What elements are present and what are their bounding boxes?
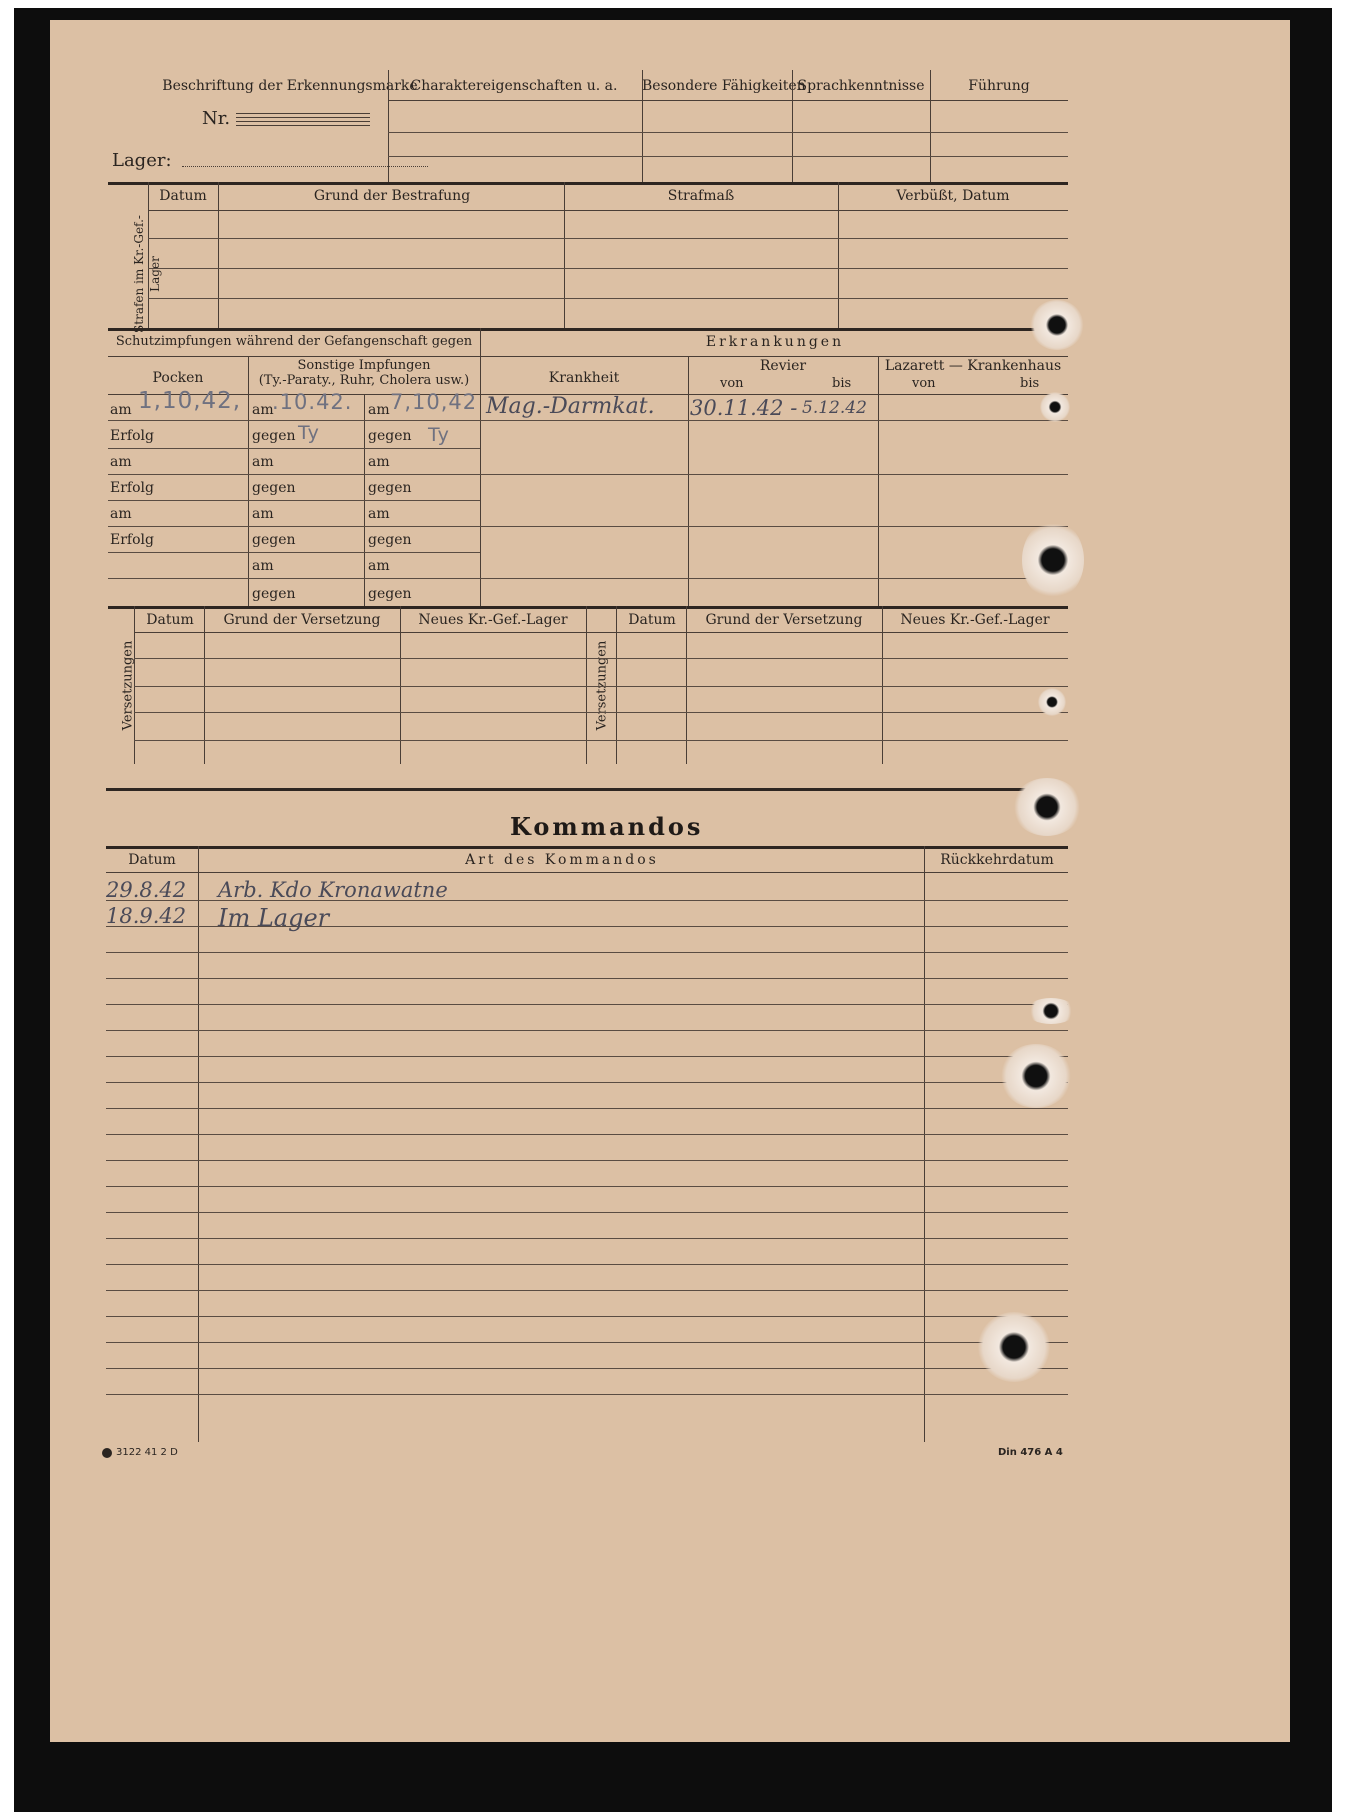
ruled-line [106, 978, 1068, 979]
header-vaccinations: Schutzimpfungen während der Gefangenschaft gegen [115, 334, 473, 349]
print-code: 3122 41 2 D [116, 1447, 178, 1458]
row-label-am: am [110, 402, 132, 418]
printer-seal-icon [102, 1448, 112, 1458]
header-punishment-measure: Strafmaß [667, 188, 735, 204]
row-label-erfolg: Erfolg [110, 480, 154, 496]
ruled-line [106, 1108, 1068, 1109]
header-punishment-served: Verbüßt, Datum [896, 188, 1010, 204]
row-label-am: am [252, 454, 274, 470]
smallpox-date-stamp: 1,10,42, [138, 388, 242, 414]
ruled-line [106, 1160, 1068, 1161]
header-punishment-date: Datum [159, 188, 207, 204]
tag-number-label: Nr. [202, 108, 231, 129]
ruled-line [106, 1264, 1068, 1265]
transfers-side-label-left: Versetzungen [120, 640, 136, 731]
row-label-am: am [252, 402, 274, 418]
header-special-skills: Besondere Fähigkeiten [642, 78, 806, 94]
header-smallpox: Pocken [152, 370, 204, 386]
ruled-line [106, 1238, 1068, 1239]
row-label-am: am [252, 506, 274, 522]
header-kommando-type: Art des Kommandos [465, 852, 659, 868]
punch-hole-icon [1022, 520, 1084, 600]
row-label-gegen: gegen [252, 532, 296, 548]
kommando-date-entry: 18.9.42 [106, 904, 187, 928]
header-character-traits: Charaktereigenschaften u. a. [410, 78, 618, 94]
header-other-vaccinations: Sonstige Impfungen (Ty.-Paraty., Ruhr, Cholera usw.) [258, 358, 470, 388]
header-transfer-new-camp: Neues Kr.-Gef.-Lager [418, 612, 568, 628]
infirmary-to-label: bis [832, 376, 852, 391]
other-vaccination-type-2: Ty [428, 424, 450, 446]
kommandos-title: Kommandos [510, 812, 704, 841]
header-transfer-date: Datum [146, 612, 194, 628]
header-illness: Krankheit [548, 370, 620, 386]
row-label-gegen: gegen [368, 480, 412, 496]
ruled-line [106, 1082, 1068, 1083]
ruled-line [106, 1030, 1068, 1031]
header-punishment-reason: Grund der Bestrafung [313, 188, 471, 204]
row-label-gegen: gegen [368, 586, 412, 602]
punch-hole-icon [1026, 998, 1076, 1024]
din-format: Din 476 A 4 [998, 1447, 1063, 1458]
kommando-date-entry: 29.8.42 [106, 878, 187, 902]
row-label-gegen: gegen [252, 428, 296, 444]
camp-label: Lager: [112, 150, 172, 171]
row-label-erfolg: Erfolg [110, 428, 154, 444]
ruled-line [106, 1212, 1068, 1213]
other-vaccination-type-1: Ty [298, 422, 320, 444]
header-conduct: Führung [968, 78, 1030, 94]
header-transfer-reason: Grund der Versetzung [705, 612, 863, 628]
row-label-gegen: gegen [368, 428, 412, 444]
row-label-am: am [368, 402, 390, 418]
punch-hole-icon [1038, 688, 1066, 716]
row-label-am: am [368, 506, 390, 522]
hospital-from-label: von [912, 376, 936, 391]
kommando-type-entry: Arb. Kdo Kronawatne [218, 878, 448, 902]
header-illnesses: Erkrankungen [705, 334, 845, 350]
tag-number-lines [236, 113, 370, 129]
header-tag-inscription: Beschriftung der Erkennungsmarke [162, 78, 418, 94]
kommando-type-entry: Im Lager [218, 904, 330, 932]
punch-hole-icon [978, 1312, 1050, 1382]
row-label-gegen: gegen [252, 586, 296, 602]
ruled-line [106, 1316, 1068, 1317]
header-languages: Sprachkenntnisse [797, 78, 925, 94]
ruled-line [106, 1186, 1068, 1187]
row-label-gegen: gegen [252, 480, 296, 496]
row-label-am: am [110, 506, 132, 522]
row-label-am: am [368, 558, 390, 574]
row-label-erfolg: Erfolg [110, 532, 154, 548]
infirmary-from-label: von [720, 376, 744, 391]
header-kommando-date: Datum [128, 852, 176, 868]
ruled-line [106, 1290, 1068, 1291]
punch-hole-icon [1000, 1044, 1072, 1108]
header-hospital: Lazarett — Krankenhaus [884, 358, 1062, 374]
row-label-am: am [368, 454, 390, 470]
punch-hole-icon [1030, 300, 1084, 350]
other-vaccination-date-2: 7,10,42 [390, 390, 478, 414]
infirmary-to-entry: 5.12.42 [802, 398, 867, 418]
hospital-to-label: bis [1020, 376, 1040, 391]
punishments-side-label: Strafen im Kr.-Gef.-Lager [132, 215, 162, 333]
ruled-line [106, 1134, 1068, 1135]
header-infirmary: Revier [759, 358, 807, 374]
row-label-gegen: gegen [368, 532, 412, 548]
transfers-side-label-right: Versetzungen [594, 640, 610, 731]
header-transfer-date: Datum [628, 612, 676, 628]
ruled-line [106, 1056, 1068, 1057]
header-transfer-new-camp: Neues Kr.-Gef.-Lager [900, 612, 1050, 628]
row-label-am: am [110, 454, 132, 470]
punch-hole-icon [1040, 392, 1070, 422]
ruled-line [106, 1004, 1068, 1005]
row-label-am: am [252, 558, 274, 574]
infirmary-from-entry: 30.11.42 - [690, 396, 798, 420]
ruled-line [106, 1342, 1068, 1343]
other-vaccination-date-1: .10.42. [272, 390, 353, 414]
illness-entry: Mag.-Darmkat. [486, 394, 655, 419]
header-transfer-reason: Grund der Versetzung [223, 612, 381, 628]
camp-dotted-line [182, 166, 428, 167]
header-return-date: Rückkehrdatum [940, 852, 1054, 868]
ruled-line [106, 1368, 1068, 1369]
punch-hole-icon [1012, 778, 1082, 836]
ruled-line [106, 952, 1068, 953]
record-card-back [50, 20, 1290, 1742]
ruled-line [106, 1394, 1068, 1395]
